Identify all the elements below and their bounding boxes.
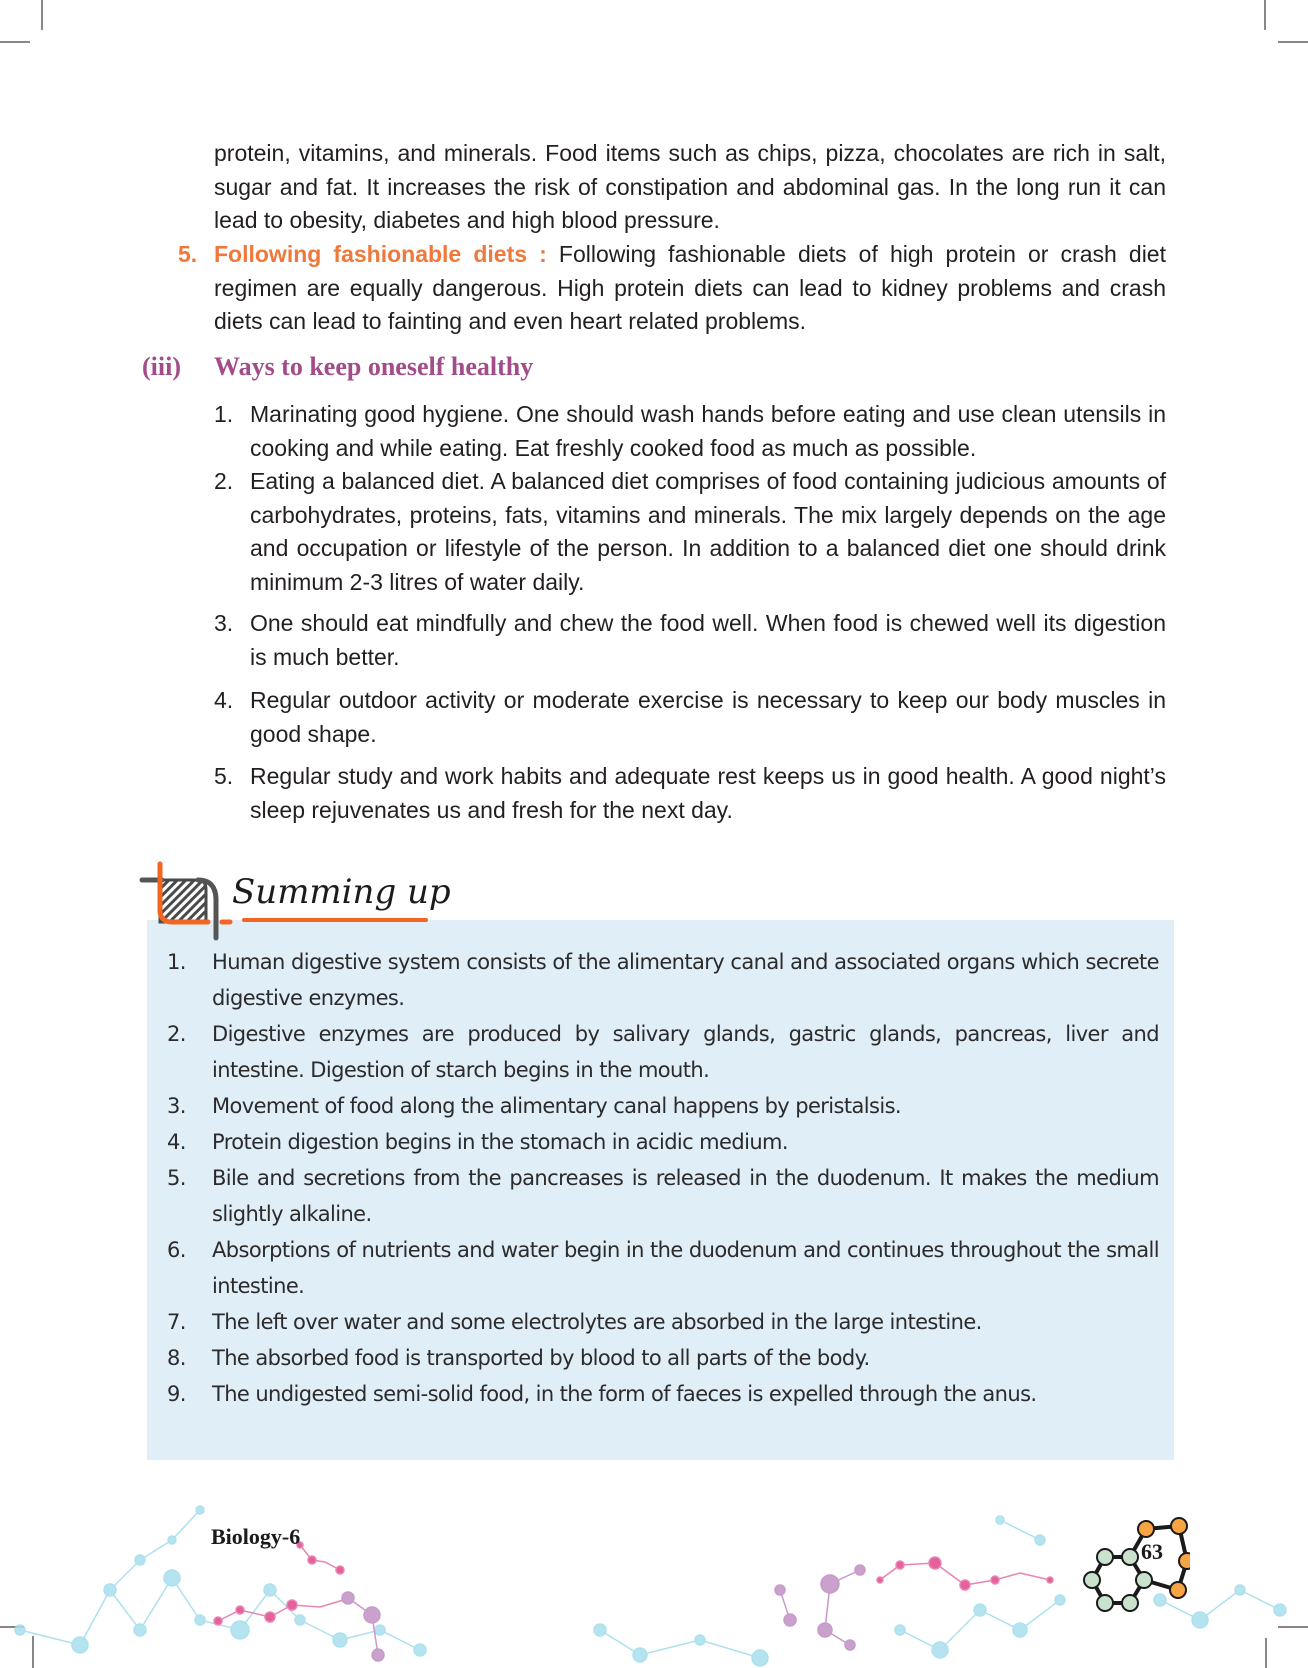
list-number: 5.	[214, 763, 234, 789]
summary-item-text: Bile and secretions from the pancreases is released in the duodenum. It makes the medium slightly alkaline.	[212, 1166, 1159, 1226]
summary-item-text: The absorbed food is transported by blood to all parts of the body.	[212, 1346, 870, 1370]
list-number: 2.	[214, 468, 234, 494]
crop-mark	[41, 0, 43, 30]
paragraph-continuation: protein, vitamins, and minerals. Food items such as chips, pizza, chocolates are rich in salt, sugar and fat. It increases the risk of constipation and abdominal gas. In the long run it can lead to obesity, diabetes and high blood pressure.	[214, 140, 1166, 233]
section-title: Ways to keep oneself healthy	[214, 352, 534, 381]
summary-item-number: 8.	[167, 1346, 186, 1370]
crop-mark	[1278, 41, 1308, 43]
summary-title: Summing up	[232, 872, 451, 912]
crop-mark	[1264, 0, 1266, 30]
summary-item	[167, 1340, 1159, 1376]
list-item-text: Regular outdoor activity or moderate exercise is necessary to keep our body muscles in good shape.	[250, 687, 1166, 747]
summary-item-text: Protein digestion begins in the stomach in acidic medium.	[212, 1130, 788, 1154]
list-number: 3.	[214, 610, 234, 636]
summary-item-text: Movement of food along the alimentary canal happens by peristalsis.	[212, 1094, 901, 1118]
list-item-fashionable-diets	[178, 238, 1166, 339]
summary-item-text: Digestive enzymes are produced by salivary glands, gastric glands, pancreas, liver and intestine. Digestion of starch begins in the mouth.	[212, 1022, 1159, 1082]
section-number: (iii)	[142, 352, 181, 381]
list-item	[214, 607, 1166, 674]
summary-item-number: 6.	[167, 1238, 186, 1262]
summary-item	[167, 1160, 1159, 1232]
summary-item-text: Human digestive system consists of the alimentary canal and associated organs which secrete digestive enzymes.	[212, 950, 1159, 1010]
summary-item-number: 1.	[167, 950, 186, 974]
list-item-text: Eating a balanced diet. A balanced diet comprises of food containing judicious amounts of carbohydrates, proteins, fats, vitamins and minerals. The mix largely depends on the age and occupation or lifestyle of the person. In addition to a balanced diet one should drink minimum 2-3 litres of water daily.	[250, 468, 1166, 595]
summary-item	[167, 1016, 1159, 1088]
list-number: 4.	[214, 687, 234, 713]
crop-mark	[0, 41, 30, 43]
list-number: 1.	[214, 401, 234, 427]
summary-item-number: 3.	[167, 1094, 186, 1118]
summary-item-number: 4.	[167, 1130, 186, 1154]
page-number-molecule-icon	[1050, 1500, 1190, 1620]
summary-item	[167, 1304, 1159, 1340]
page-number: 63	[1141, 1539, 1163, 1564]
summary-title-underline	[242, 918, 428, 922]
summary-item-text: Absorptions of nutrients and water begin in the duodenum and continues throughout the small intestine.	[212, 1238, 1159, 1298]
summary-item	[167, 1376, 1159, 1412]
book-title: Biology-6	[211, 1524, 301, 1549]
summary-item	[167, 1124, 1159, 1160]
list-item-text: Marinating good hygiene. One should wash hands before eating and use clean utensils in cooking and while eating. Eat freshly cooked food as much as possible.	[250, 401, 1166, 461]
list-item-text: Regular study and work habits and adequate rest keeps us in good health. A good night’s sleep rejuvenates us and fresh for the next day.	[250, 763, 1166, 823]
list-item-text: One should eat mindfully and chew the food well. When food is chewed well its digestion is much better.	[250, 610, 1166, 670]
list-item-title: Following fashionable diets :	[214, 241, 547, 267]
list-number: 5.	[178, 241, 198, 267]
list-item	[214, 760, 1166, 827]
summary-item	[167, 1088, 1159, 1124]
list-item-text: Following fashionable diets of high protein or crash diet regimen are equally dangerous. High protein diets can lead to kidney problems and crash diets can lead to fainting and even heart related problems.	[214, 241, 1166, 334]
summary-item-number: 7.	[167, 1310, 186, 1334]
summary-item-number: 5.	[167, 1166, 186, 1190]
summary-item-text: The left over water and some electrolytes are absorbed in the large intestine.	[212, 1310, 982, 1334]
summary-item-number: 9.	[167, 1382, 186, 1406]
list-item	[214, 465, 1166, 599]
summary-item	[167, 944, 1159, 1016]
section-heading	[142, 352, 533, 382]
summary-item-text: The undigested semi-solid food, in the form of faeces is expelled through the anus.	[212, 1382, 1037, 1406]
list-item	[214, 398, 1166, 465]
summary-item	[167, 1232, 1159, 1304]
summary-item-number: 2.	[167, 1022, 186, 1046]
summary-icon	[138, 858, 238, 942]
list-item	[214, 684, 1166, 751]
